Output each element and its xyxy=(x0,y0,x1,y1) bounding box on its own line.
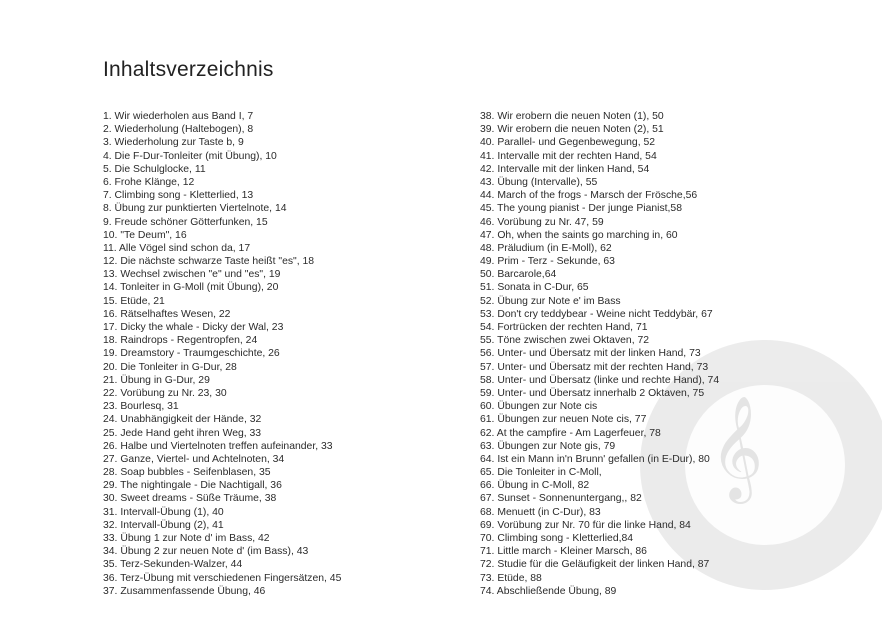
toc-entry: 33. Übung 1 zur Note d' im Bass, 42 xyxy=(103,533,270,544)
toc-entry: 72. Studie für die Geläufigkeit der linken Hand, 87 xyxy=(480,559,710,571)
treble-clef-icon: 𝄞 xyxy=(710,395,764,500)
toc-entry: 17. Dicky the whale - Dicky der Wal, 23 xyxy=(103,322,284,333)
toc-entry: 74. Abschließende Übung, 89 xyxy=(480,585,617,597)
toc-entry: 11. Alle Vögel sind schon da, 17 xyxy=(103,242,251,254)
toc-entry: 63. Übungen zur Note gis, 79 xyxy=(480,440,616,452)
toc-entry: 7. Climbing song - Kletterlied, 13 xyxy=(103,190,254,202)
toc-entry: 55. Töne zwischen zwei Oktaven, 72 xyxy=(480,335,650,347)
toc-entry: 65. Die Tonleiter in C-Moll, xyxy=(480,467,602,479)
toc-entry: 42. Intervalle mit der linken Hand, 54 xyxy=(480,163,650,175)
toc-left-column xyxy=(103,110,453,598)
toc-entry: 1. Wir wiederholen aus Band I, 7 xyxy=(103,111,254,122)
toc-entry: 62. At the campfire - Am Lagerfeuer, 78 xyxy=(480,427,661,439)
toc-entry: 19. Dreamstory - Traumgeschichte, 26 xyxy=(103,348,280,360)
toc-entry: 6. Frohe Klänge, 12 xyxy=(103,176,195,188)
toc-entry: 44. March of the frogs - Marsch der Frösche,56 xyxy=(480,190,698,202)
toc-entry: 9. Freude schöner Götterfunken, 15 xyxy=(103,216,268,228)
toc-entry: 2. Wiederholung (Haltebogen), 8 xyxy=(103,124,254,136)
toc-entry: 60. Übungen zur Note cis xyxy=(480,401,598,413)
toc-entry: 18. Raindrops - Regentropfen, 24 xyxy=(103,335,258,347)
toc-entry: 50. Barcarole,64 xyxy=(480,269,557,281)
toc-entry: 53. Don't cry teddybear - Weine nicht Teddybär, 67 xyxy=(480,308,713,320)
toc-entry: 58. Unter- und Übersatz (linke und rechte Hand), 74 xyxy=(480,374,720,386)
toc-entry: 12. Die nächste schwarze Taste heißt "es", 18 xyxy=(103,256,315,268)
toc-entry: 59. Unter- und Übersatz innerhalb 2 Oktaven, 75 xyxy=(480,387,705,399)
toc-entry: 28. Soap bubbles - Seifenblasen, 35 xyxy=(103,467,271,479)
toc-entry: 21. Übung in G-Dur, 29 xyxy=(103,374,210,386)
toc-entry: 49. Prim - Terz - Sekunde, 63 xyxy=(480,256,615,268)
toc-entry: 54. Fortrücken der rechten Hand, 71 xyxy=(480,322,648,333)
toc-entry: 14. Tonleiter in G-Moll (mit Übung), 20 xyxy=(103,282,279,294)
toc-entry: 35. Terz-Sekunden-Walzer, 44 xyxy=(103,559,243,571)
toc-entry: 31. Intervall-Übung (1), 40 xyxy=(103,506,224,518)
toc-entry: 23. Bourlesq, 31 xyxy=(103,401,179,413)
toc-entry: 5. Die Schulglocke, 11 xyxy=(103,163,206,175)
toc-entry: 64. Ist ein Mann in'n Brunn' gefallen (in E-Dur), 80 xyxy=(480,453,710,465)
toc-entry: 16. Rätselhaftes Wesen, 22 xyxy=(103,308,231,320)
toc-entry: 30. Sweet dreams - Süße Träume, 38 xyxy=(103,493,277,505)
toc-entry: 61. Übungen zur neuen Note cis, 77 xyxy=(480,414,647,426)
toc-entry: 32. Intervall-Übung (2), 41 xyxy=(103,519,224,531)
toc-entry: 47. Oh, when the saints go marching in, 60 xyxy=(480,229,678,241)
toc-entry: 25. Jede Hand geht ihren Weg, 33 xyxy=(103,427,262,439)
toc-entry: 36. Terz-Übung mit verschiedenen Fingersätzen, 45 xyxy=(103,572,342,584)
toc-entry: 10. "Te Deum", 16 xyxy=(103,229,187,241)
toc-entry: 15. Etüde, 21 xyxy=(103,295,165,307)
toc-entry: 37. Zusammenfassende Übung, 46 xyxy=(103,585,266,597)
toc-entry: 46. Vorübung zu Nr. 47, 59 xyxy=(480,216,604,228)
toc-entry: 27. Ganze, Viertel- und Achtelnoten, 34 xyxy=(103,453,285,465)
toc-entry: 3. Wiederholung zur Taste b, 9 xyxy=(103,137,244,149)
toc-entry: 20. Die Tonleiter in G-Dur, 28 xyxy=(103,361,237,373)
toc-entry: 41. Intervalle mit der rechten Hand, 54 xyxy=(480,150,657,162)
toc-entry: 43. Übung (Intervalle), 55 xyxy=(480,176,598,188)
toc-entry: 45. The young pianist - Der junge Pianist,58 xyxy=(480,203,682,215)
toc-entry: 40. Parallel- und Gegenbewegung, 52 xyxy=(480,137,656,149)
toc-entry: 52. Übung zur Note e' im Bass xyxy=(480,295,621,307)
toc-entry: 56. Unter- und Übersatz mit der linken Hand, 73 xyxy=(480,348,701,360)
toc-entry: 70. Climbing song - Kletterlied,84 xyxy=(480,533,634,544)
toc-entry: 34. Übung 2 zur neuen Note d' (im Bass), 43 xyxy=(103,546,309,558)
toc-entry: 68. Menuett (in C-Dur), 83 xyxy=(480,506,601,518)
page-title: Inhaltsverzeichnis xyxy=(103,58,274,81)
toc-entry: 57. Unter- und Übersatz mit der rechten Hand, 73 xyxy=(480,361,709,373)
toc-entry: 29. The nightingale - Die Nachtigall, 36 xyxy=(103,480,282,492)
toc-right-column xyxy=(480,110,800,598)
toc-entry: 69. Vorübung zur Nr. 70 für die linke Hand, 84 xyxy=(480,519,691,531)
toc-entry: 13. Wechsel zwischen "e" und "es", 19 xyxy=(103,269,281,281)
toc-entry: 66. Übung in C-Moll, 82 xyxy=(480,480,590,492)
toc-entry: 71. Little march - Kleiner Marsch, 86 xyxy=(480,546,647,558)
toc-entry: 39. Wir erobern die neuen Noten (2), 51 xyxy=(480,124,664,136)
toc-entry: 22. Vorübung zu Nr. 23, 30 xyxy=(103,387,227,399)
toc-entry: 73. Etüde, 88 xyxy=(480,572,542,584)
toc-entry: 51. Sonata in C-Dur, 65 xyxy=(480,282,589,294)
toc-entry: 26. Halbe und Viertelnoten treffen aufeinander, 33 xyxy=(103,440,333,452)
toc-entry: 8. Übung zur punktierten Viertelnote, 14 xyxy=(103,203,287,215)
toc-entry: 4. Die F-Dur-Tonleiter (mit Übung), 10 xyxy=(103,150,277,162)
toc-entry: 67. Sunset - Sonnenuntergang,, 82 xyxy=(480,493,642,505)
toc-entry: 24. Unabhängigkeit der Hände, 32 xyxy=(103,414,262,426)
toc-entry: 38. Wir erobern die neuen Noten (1), 50 xyxy=(480,111,664,122)
toc-entry: 48. Präludium (in E-Moll), 62 xyxy=(480,242,612,254)
